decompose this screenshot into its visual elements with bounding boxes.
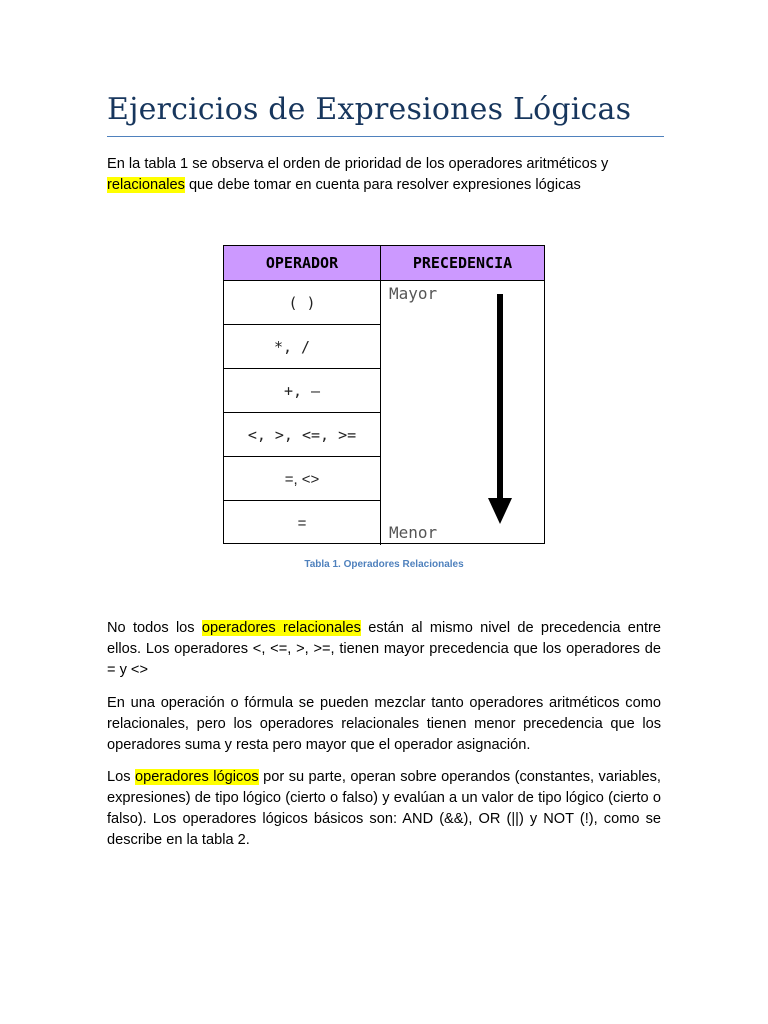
precedence-bottom-label: Menor bbox=[389, 523, 438, 542]
para4-text-2: por su parte, operan sobre operandos (constantes, variables, expresiones) de tipo lógico (cierto o falso) y evalúan a un valor de tipo lógico (cierto o falso). Los operadores lógicos básicos son: AND (&&), OR (||) y NOT (!), como se describe en la tabla 2. bbox=[107, 769, 661, 848]
header-operator: OPERADOR bbox=[224, 246, 381, 280]
precedence-top-label: Mayor bbox=[389, 284, 438, 303]
operator-cell: = bbox=[224, 501, 381, 545]
para4-highlight: operadores lógicos bbox=[134, 769, 259, 785]
title-divider bbox=[107, 136, 664, 137]
intro-paragraph bbox=[107, 154, 661, 196]
para4-text-1: Los bbox=[107, 769, 135, 785]
intro-highlight: relacionales bbox=[107, 177, 185, 193]
operator-cell: +, – bbox=[224, 369, 381, 413]
operator-cell: <, >, <=, >= bbox=[224, 413, 381, 457]
para2-text-2: están al mismo nivel de precedencia entre ellos. Los operadores <, <=, >, >=, tienen mayor precedencia que los operadores de = y <> bbox=[107, 620, 661, 678]
header-precedence: PRECEDENCIA bbox=[381, 246, 544, 280]
mixing-paragraph: En una operación o fórmula se pueden mezclar tanto operadores aritméticos como relacionales, pero los operadores relacionales tienen menor precedencia que los operadores suma y resta pero mayor que el operador asignación. bbox=[107, 695, 661, 753]
intro-text-1: En la tabla 1 se observa el orden de prioridad de los operadores aritméticos y bbox=[107, 156, 609, 172]
intro-text-2: que debe tomar en cuenta para resolver expresiones lógicas bbox=[184, 177, 581, 193]
operator-cell: ( ) bbox=[224, 281, 381, 325]
table-caption: Tabla 1. Operadores Relacionales bbox=[304, 559, 464, 570]
para2-highlight: operadores relacionales bbox=[201, 620, 361, 636]
page-title: Ejercicios de Expresiones Lógicas bbox=[107, 92, 632, 127]
precedence-paragraph bbox=[107, 618, 661, 681]
operator-cell: *, / bbox=[224, 325, 381, 369]
logical-operators-paragraph bbox=[107, 767, 661, 851]
precedence-table bbox=[223, 245, 545, 544]
down-arrow-icon bbox=[484, 294, 516, 526]
para2-text-1: No todos los bbox=[107, 620, 202, 636]
operator-cell: =, <> bbox=[224, 457, 381, 501]
